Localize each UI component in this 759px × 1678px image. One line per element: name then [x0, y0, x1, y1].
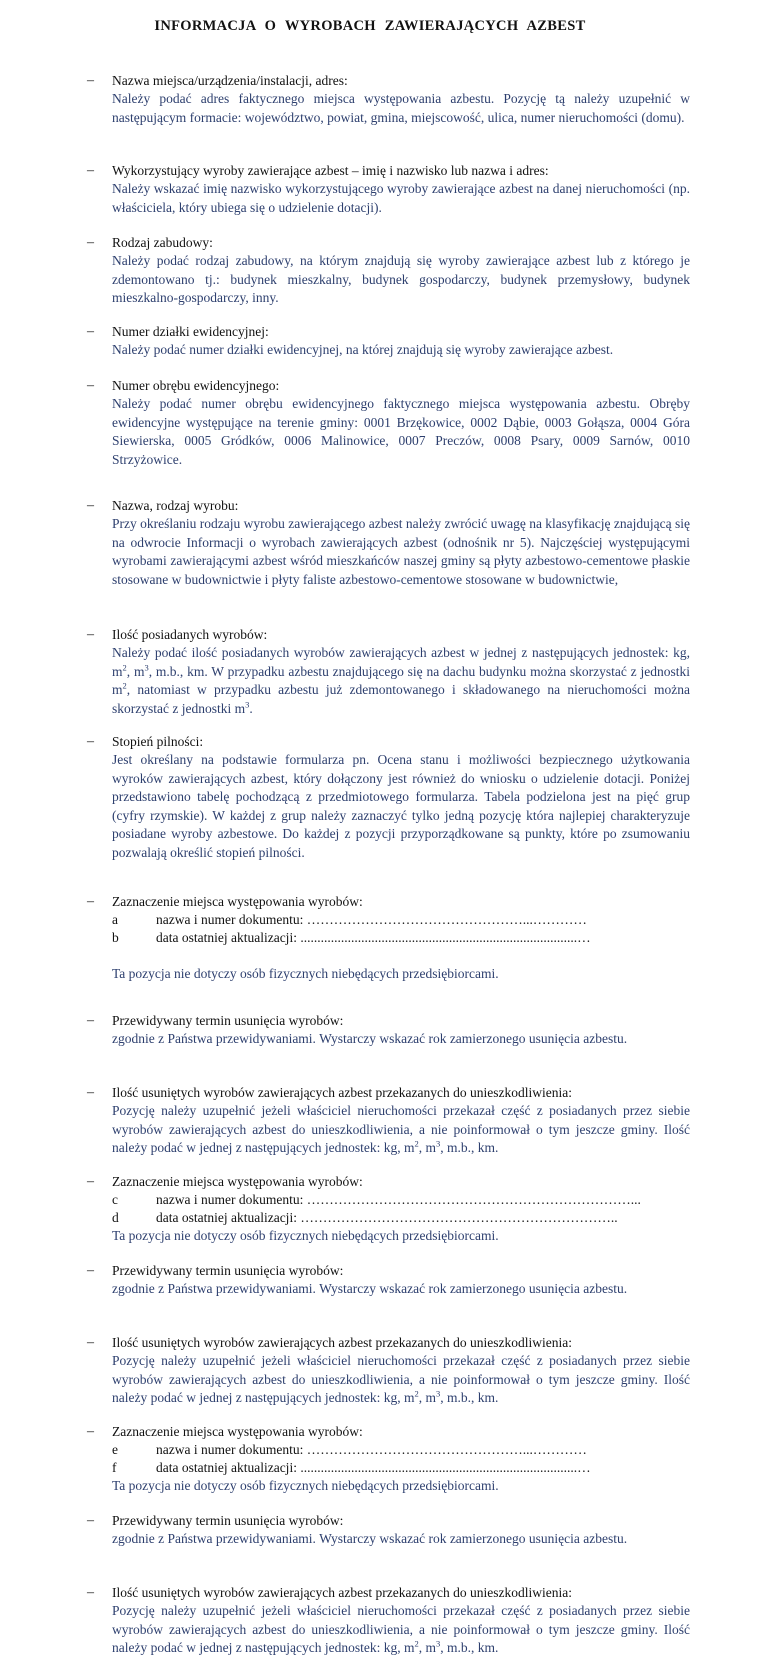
document-title: INFORMACJA O WYROBACH ZAWIERAJĄCYCH AZBEST [154, 18, 586, 34]
section-location-address [88, 72, 690, 127]
document-name-row: c nazwa i numer dokumentu: ………………………………………………………………... [112, 1192, 641, 1207]
dash-bullet: – [87, 894, 94, 909]
last-update-row: b data ostatniej aktualizacji: ..................................................................................… [112, 930, 591, 945]
section-description: zgodnie z Państwa przewidywaniami. Wystarczy wskazać rok zamierzonego usunięcia azbestu. [112, 1281, 628, 1296]
section-description: Należy podać numer obrębu ewidencyjnego faktycznego miejsca występowania azbestu. Obręby ewidencyjne występujące na terenie gminy: 0001 Brzękowice, 0002 Dąbie, 0003 Gołąsza, 0004 Góra Siewierska, 0005 Gródków, 0006 Malinowice, 0007 Preczów, 0008 Psary, 0009 Sarnów, 0010 Strzyżowice. [112, 396, 690, 467]
last-update-row: d data ostatniej aktualizacji: …………………………………………………………….. [112, 1210, 618, 1225]
section-note: Ta pozycja nie dotyczy osób fizycznych niebędących przedsiębiorcami. [112, 1228, 499, 1243]
dash-bullet: – [87, 378, 94, 393]
section-heading: Zaznaczenie miejsca występowania wyrobów: [112, 894, 363, 909]
section-removal-date-a [88, 1012, 690, 1049]
dash-bullet: – [87, 73, 94, 88]
section-marking-location-b [88, 1173, 690, 1246]
dash-bullet: – [87, 324, 94, 339]
section-description: Pozycję należy uzupełnić jeżeli właściciel nieruchomości przekazał część z posiadanych przez siebie wyrobów zawierających azbest do unieszkodliwienia, a nie poinformował o tym jeszcze gminy. Ilość należy podać w jednej z następujących jednostek: kg, $m^2$, $m^3$, m.b., km. [112, 1603, 690, 1655]
section-description: zgodnie z Państwa przewidywaniami. Wystarczy wskazać rok zamierzonego usunięcia azbestu. [112, 1031, 628, 1046]
section-description: Należy podać ilość posiadanych wyrobów zawierających azbest w jednej z następujących jednostek: kg, $m^2$, $m^3$, m.b., km. W przypadku azbestu znajdującego się na dachu budynku można skorzystać z jednostki $m^2$, natomiast w przypadku azbestu już zdemontowanego i składowanego na nieruchomości można skorzystać z jednostki $m^3$. [112, 645, 690, 716]
section-heading: Zaznaczenie miejsca występowania wyrobów: [112, 1424, 363, 1439]
dash-bullet: – [87, 235, 94, 250]
section-removal-date-c [88, 1512, 690, 1549]
section-heading: Wykorzystujący wyroby zawierające azbest – imię i nazwisko lub nazwa i adres: [112, 163, 549, 178]
document-name-row: a nazwa i numer dokumentu: …………………………………………...………… [112, 912, 587, 927]
section-heading: Ilość usuniętych wyrobów zawierających azbest przekazanych do unieszkodliwienia: [112, 1085, 572, 1100]
dash-bullet: – [87, 1513, 94, 1528]
section-heading: Nazwa, rodzaj wyrobu: [112, 498, 239, 513]
dash-bullet: – [87, 163, 94, 178]
document-name-row: e nazwa i numer dokumentu: …………………………………………...………… [112, 1442, 587, 1457]
section-description: Przy określaniu rodzaju wyrobu zawierającego azbest należy zwrócić uwagę na klasyfikację znajdującą się na odwrocie Informacji o wyrobach zawierających azbest (odnośnik nr 5). Najczęściej występującymi wyrobami zawierającymi azbest wśród mieszkańców naszej gminy są płyty azbestowo-cementowe płaskie stosowane w budownictwie i płyty faliste azbestowo-cementowe stosowane w budownictwie, [112, 516, 690, 587]
section-marking-location-a [88, 893, 690, 984]
dash-bullet: – [87, 1424, 94, 1439]
dash-bullet: – [87, 1585, 94, 1600]
section-description: Pozycję należy uzupełnić jeżeli właściciel nieruchomości przekazał część z posiadanych przez siebie wyrobów zawierających azbest do unieszkodliwienia, a nie poinformował o tym jeszcze gminy. Ilość należy podać w jednej z następujących jednostek: kg, $m^2$, $m^3$, m.b., km. [112, 1103, 690, 1155]
section-precinct-number [88, 377, 690, 469]
section-removed-quantity-b [88, 1334, 690, 1408]
dash-bullet: – [87, 1174, 94, 1189]
section-description: Należy podać adres faktycznego miejsca występowania azbestu. Pozycję tą należy uzupełnić w następującym formacie: województwo, powiat, gmina, miejscowość, ulica, numer nieruchomości (domu). [112, 91, 690, 125]
section-heading: Ilość usuniętych wyrobów zawierających azbest przekazanych do unieszkodliwienia: [112, 1335, 572, 1350]
section-description: Pozycję należy uzupełnić jeżeli właściciel nieruchomości przekazał część z posiadanych przez siebie wyrobów zawierających azbest do unieszkodliwienia, a nie poinformował o tym jeszcze gminy. Ilość należy podać w jednej z następujących jednostek: kg, $m^2$, $m^3$, m.b., km. [112, 1353, 690, 1405]
section-product-type [88, 497, 690, 589]
section-heading: Przewidywany termin usunięcia wyrobów: [112, 1513, 344, 1528]
section-removed-quantity-c [88, 1584, 690, 1658]
dash-bullet: – [87, 1085, 94, 1100]
section-user-of-products [88, 162, 690, 217]
dash-bullet: – [87, 1263, 94, 1278]
last-update-row: f data ostatniej aktualizacji: ..................................................................................… [112, 1460, 591, 1475]
section-removal-date-b [88, 1262, 690, 1299]
section-heading: Stopień pilności: [112, 734, 204, 749]
section-heading: Numer obrębu ewidencyjnego: [112, 378, 280, 393]
section-description: Należy podać rodzaj zabudowy, na którym znajdują się wyroby zawierające azbest lub z którego je zdemontowano tj.: budynek mieszkalny, budynek gospodarczy, budynek przemysłowy, budynek mieszkalno-gospodarczy, inny. [112, 253, 690, 305]
dash-bullet: – [87, 627, 94, 642]
section-heading: Rodzaj zabudowy: [112, 235, 213, 250]
section-description: Należy wskazać imię nazwisko wykorzystującego wyroby zawierające azbest na danej nieruchomości (np. właściciela, który ubiega się o udzielenie dotacji). [112, 181, 690, 215]
section-note: Ta pozycja nie dotyczy osób fizycznych niebędących przedsiębiorcami. [112, 966, 499, 981]
dash-bullet: – [87, 1335, 94, 1350]
section-heading: Ilość posiadanych wyrobów: [112, 627, 268, 642]
section-heading: Ilość usuniętych wyrobów zawierających azbest przekazanych do unieszkodliwienia: [112, 1585, 572, 1600]
section-urgency-level [88, 733, 690, 862]
section-description: Należy podać numer działki ewidencyjnej, na której znajdują się wyroby zawierające azbest. [112, 342, 614, 357]
dash-bullet: – [87, 1013, 94, 1028]
section-description: zgodnie z Państwa przewidywaniami. Wystarczy wskazać rok zamierzonego usunięcia azbestu. [112, 1531, 628, 1546]
section-plot-number [88, 323, 690, 360]
section-description: Jest określany na podstawie formularza pn. Ocena stanu i możliwości bezpiecznego użytkowania wyroków zawierających azbest, który dołączony jest również do wniosku o udzielenie dotacji. Poniżej przedstawiono tabelę pochodzącą z przedmiotowego formularza. Tabela podzielona jest na pięć grup (cyfry rzymskie). W każdej z grup należy zaznaczyć tylko jedną pozycję która najlepiej charakteryzuje posiadane wyroby azbestowe. Do każdej z pozycji przyporządkowane są punkty, które po zsumowaniu pozwalają określić stopień pilności. [112, 752, 690, 860]
section-heading: Numer działki ewidencyjnej: [112, 324, 269, 339]
section-quantity-owned [88, 626, 690, 718]
section-note: Ta pozycja nie dotyczy osób fizycznych niebędących przedsiębiorcami. [112, 1478, 499, 1493]
section-marking-location-c [88, 1423, 690, 1496]
section-heading: Przewidywany termin usunięcia wyrobów: [112, 1263, 344, 1278]
dash-bullet: – [87, 734, 94, 749]
section-heading: Zaznaczenie miejsca występowania wyrobów: [112, 1174, 363, 1189]
section-heading: Nazwa miejsca/urządzenia/instalacji, adres: [112, 73, 348, 88]
section-heading: Przewidywany termin usunięcia wyrobów: [112, 1013, 344, 1028]
section-building-type [88, 234, 690, 308]
section-removed-quantity-a [88, 1084, 690, 1158]
dash-bullet: – [87, 498, 94, 513]
